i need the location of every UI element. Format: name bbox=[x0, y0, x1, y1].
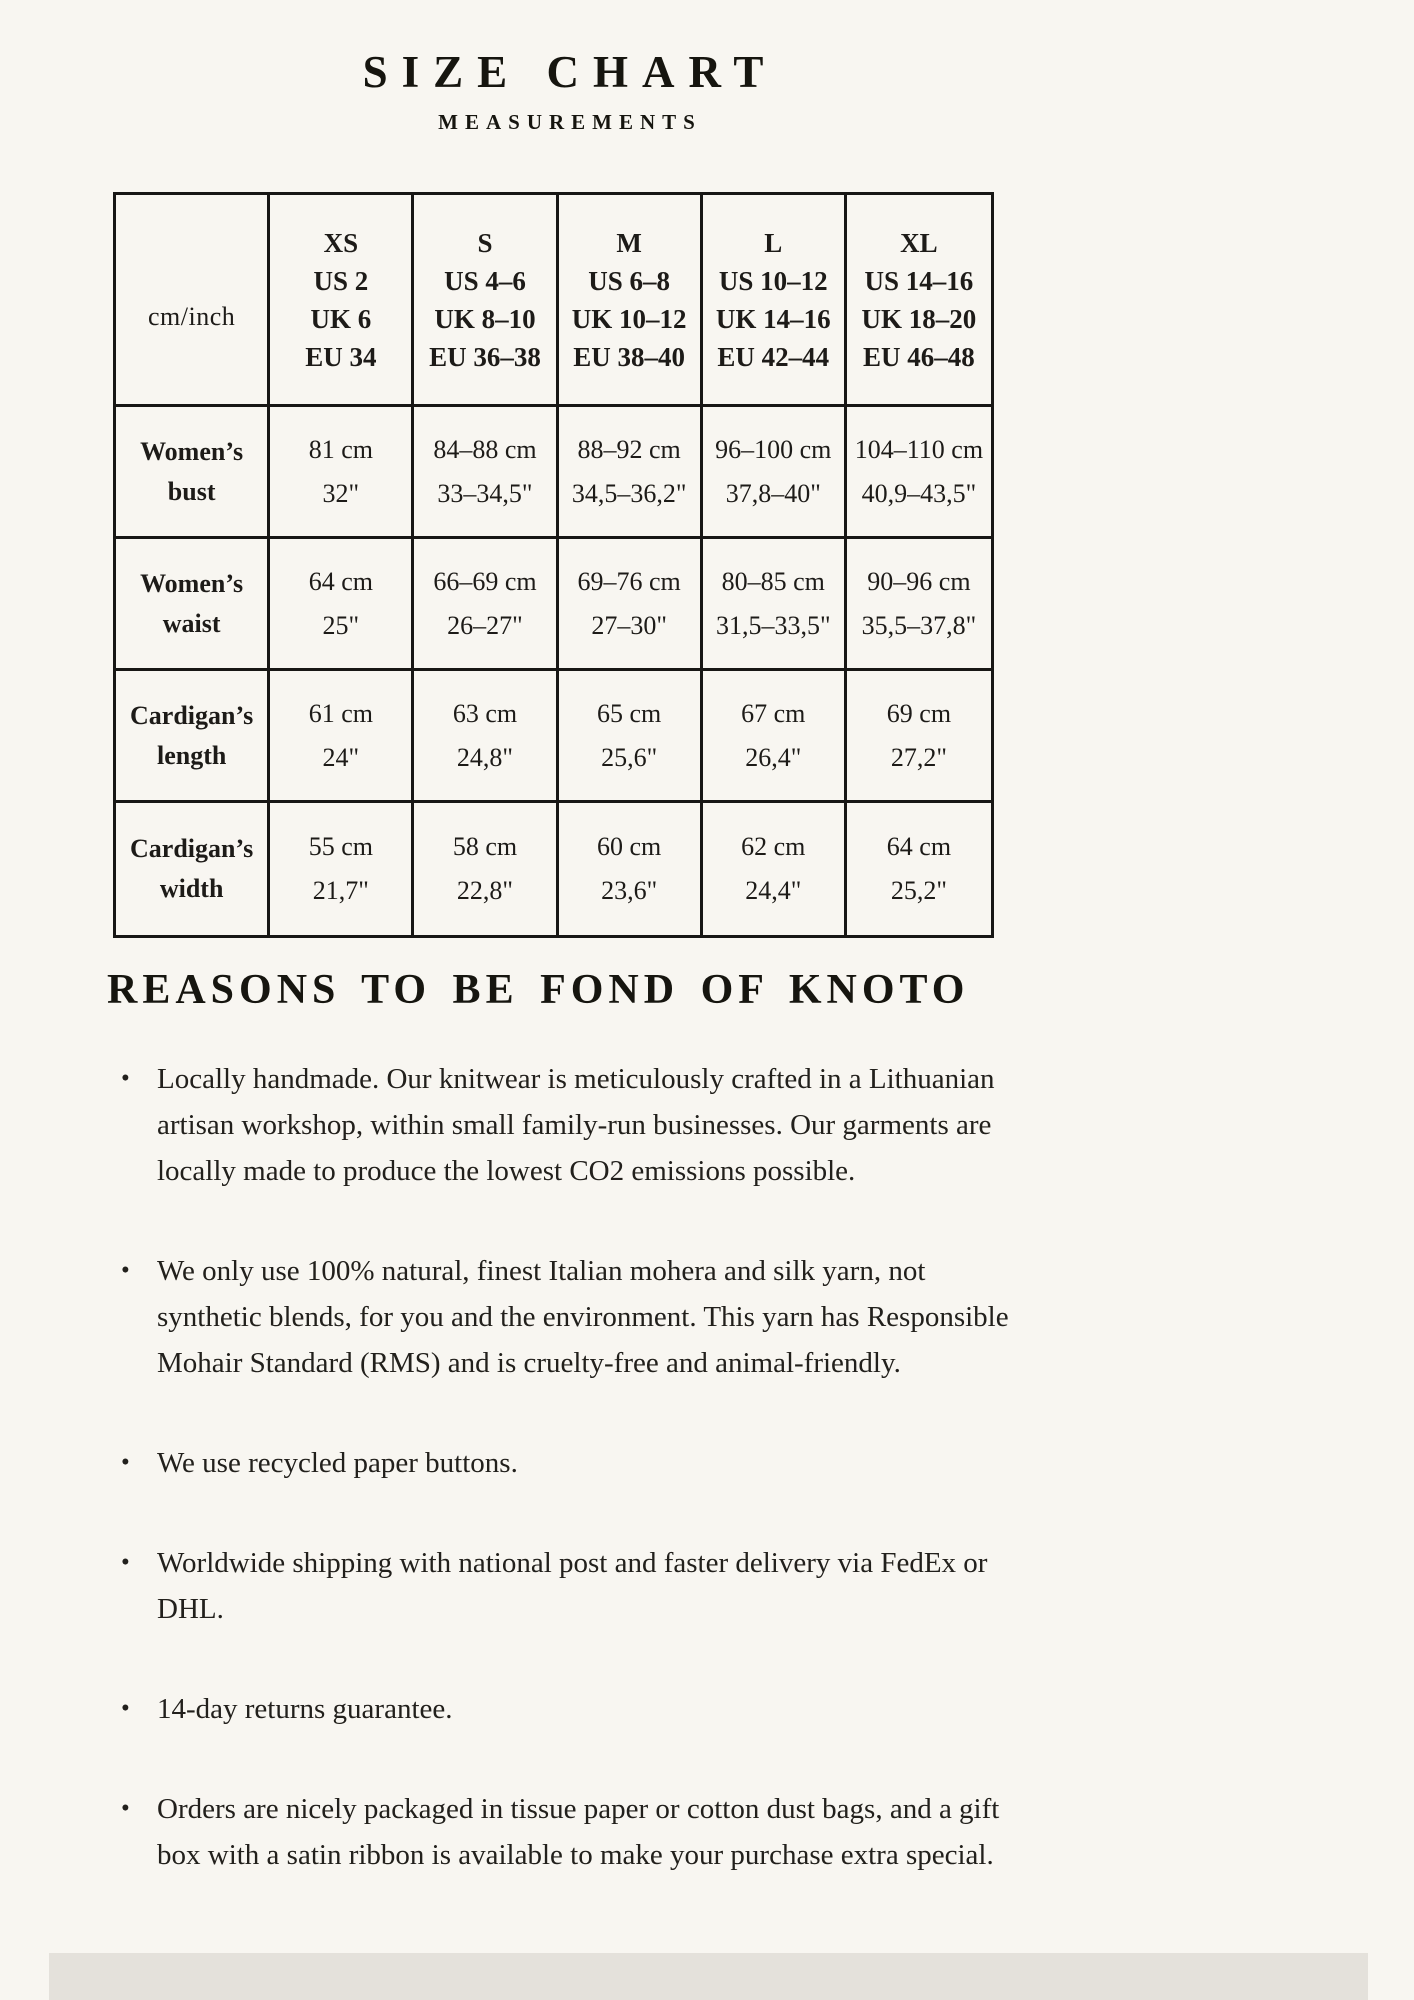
us-size: US 4–6 bbox=[444, 265, 526, 296]
row-label-waist: Women’s waist bbox=[116, 539, 270, 671]
column-header-xl bbox=[847, 195, 991, 407]
corner-label: cm/inch bbox=[148, 301, 236, 331]
cm-value: 67 cm bbox=[741, 698, 806, 728]
cm-value: 65 cm bbox=[597, 698, 662, 728]
size-label: S bbox=[477, 227, 493, 258]
footer-section-block bbox=[49, 1953, 1368, 2000]
us-size: US 10–12 bbox=[718, 265, 828, 296]
inch-value: 21,7" bbox=[312, 876, 369, 905]
table-corner-cell bbox=[116, 195, 270, 407]
inch-value: 34,5–36,2" bbox=[571, 478, 687, 508]
table-cell bbox=[703, 803, 847, 935]
inch-value: 32" bbox=[322, 478, 360, 508]
column-header-s bbox=[414, 195, 558, 407]
eu-size: EU 46–48 bbox=[863, 341, 975, 372]
uk-size: UK 10–12 bbox=[571, 303, 687, 334]
table-cell bbox=[414, 803, 558, 935]
cm-value: 69–76 cm bbox=[577, 566, 681, 596]
cm-value: 66–69 cm bbox=[433, 566, 537, 596]
table-cell bbox=[414, 539, 558, 671]
size-chart-table bbox=[113, 192, 994, 938]
inch-value: 22,8" bbox=[456, 876, 514, 905]
uk-size: UK 6 bbox=[310, 303, 372, 334]
uk-size: UK 8–10 bbox=[434, 303, 536, 334]
bullet-dot-icon: • bbox=[121, 1449, 130, 1476]
table-cell bbox=[559, 671, 703, 803]
inch-value: 26–27" bbox=[447, 610, 523, 640]
table-cell bbox=[559, 407, 703, 539]
list-item bbox=[121, 1540, 1036, 1632]
list-item bbox=[121, 1056, 1036, 1194]
inch-value: 35,5–37,8" bbox=[861, 610, 977, 640]
cm-value: 61 cm bbox=[308, 698, 373, 728]
list-item bbox=[121, 1248, 1036, 1386]
cm-value: 55 cm bbox=[308, 832, 373, 861]
cm-value: 81 cm bbox=[308, 434, 373, 464]
cm-value: 88–92 cm bbox=[577, 434, 681, 464]
bullet-dot-icon: • bbox=[121, 1065, 130, 1092]
cm-value: 63 cm bbox=[452, 698, 518, 728]
cm-value: 62 cm bbox=[741, 832, 806, 861]
eu-size: EU 38–40 bbox=[573, 341, 686, 372]
table-cell bbox=[703, 407, 847, 539]
inch-value: 25,6" bbox=[601, 742, 658, 772]
bullet-dot-icon: • bbox=[121, 1795, 130, 1822]
list-item bbox=[121, 1686, 1036, 1732]
uk-size: UK 18–20 bbox=[861, 303, 977, 334]
reasons-list bbox=[121, 1056, 1036, 1932]
column-header-xs bbox=[270, 195, 414, 407]
table-cell bbox=[414, 407, 558, 539]
table-cell bbox=[703, 671, 847, 803]
row-label-bust: Women’s bust bbox=[116, 407, 270, 539]
reason-text: Worldwide shipping with national post and faster delivery via FedEx or DHL. bbox=[157, 1547, 988, 1625]
size-label: XS bbox=[323, 227, 359, 258]
bullet-dot-icon: • bbox=[121, 1257, 130, 1284]
table-cell bbox=[847, 407, 991, 539]
eu-size: EU 36–38 bbox=[429, 341, 541, 372]
us-size: US 2 bbox=[313, 265, 369, 296]
row-label-cardigan-width: Cardigan’s width bbox=[116, 803, 270, 935]
table-cell bbox=[847, 803, 991, 935]
inch-value: 25,2" bbox=[890, 876, 947, 905]
eu-size: EU 42–44 bbox=[717, 341, 830, 372]
column-header-l bbox=[703, 195, 847, 407]
table-cell bbox=[559, 803, 703, 935]
cm-value: 104–110 cm bbox=[854, 434, 984, 464]
row-label-cardigan-length: Cardigan’s length bbox=[116, 671, 270, 803]
us-size: US 14–16 bbox=[864, 265, 974, 296]
inch-value: 25" bbox=[322, 610, 360, 640]
page-subtitle: MEASUREMENTS bbox=[438, 110, 702, 134]
reason-text: 14-day returns guarantee. bbox=[157, 1693, 453, 1725]
table-cell bbox=[270, 671, 414, 803]
uk-size: UK 14–16 bbox=[715, 303, 831, 334]
cm-value: 69 cm bbox=[886, 698, 952, 728]
inch-value: 23,6" bbox=[601, 876, 658, 905]
reason-text: We only use 100% natural, finest Italian mohera and silk yarn, not synthetic blends, for you and the environment. This yarn has Responsible Mohair Standard (RMS) and is cruelty-free and animal-friendly. bbox=[157, 1255, 1009, 1379]
table-cell bbox=[703, 539, 847, 671]
size-label: XL bbox=[900, 227, 938, 258]
cm-value: 64 cm bbox=[886, 832, 952, 861]
size-label: L bbox=[764, 227, 783, 258]
bullet-dot-icon: • bbox=[121, 1549, 130, 1576]
inch-value: 27–30" bbox=[591, 610, 667, 640]
inch-value: 26,4" bbox=[745, 742, 802, 772]
reason-text: We use recycled paper buttons. bbox=[157, 1447, 518, 1479]
table-cell bbox=[847, 671, 991, 803]
column-header-m bbox=[559, 195, 703, 407]
table-cell bbox=[847, 539, 991, 671]
table-cell bbox=[414, 671, 558, 803]
eu-size: EU 34 bbox=[305, 341, 377, 372]
cm-value: 58 cm bbox=[452, 832, 518, 861]
reason-text: Orders are nicely packaged in tissue paper or cotton dust bags, and a gift box with a satin ribbon is available to make your purchase extra special. bbox=[157, 1793, 1000, 1871]
cm-value: 60 cm bbox=[597, 832, 662, 861]
inch-value: 40,9–43,5" bbox=[861, 478, 977, 508]
reasons-heading: REASONS TO BE FOND OF KNOTO bbox=[107, 967, 970, 1013]
table-cell bbox=[270, 407, 414, 539]
inch-value: 24" bbox=[322, 742, 360, 772]
inch-value: 33–34,5" bbox=[437, 478, 533, 508]
inch-value: 27,2" bbox=[890, 742, 947, 772]
inch-value: 37,8–40" bbox=[725, 478, 821, 508]
inch-value: 24,4" bbox=[745, 876, 802, 905]
size-label: M bbox=[616, 227, 642, 258]
table-cell bbox=[270, 803, 414, 935]
us-size: US 6–8 bbox=[588, 265, 671, 296]
cm-value: 80–85 cm bbox=[721, 566, 825, 596]
reason-text: Locally handmade. Our knitwear is meticulously crafted in a Lithuanian artisan workshop, within small family-run businesses. Our garments are locally made to produce the lowest CO2 emissions possible. bbox=[157, 1063, 995, 1187]
page-title: SIZE CHART bbox=[362, 47, 778, 97]
cm-value: 84–88 cm bbox=[433, 434, 537, 464]
table-cell bbox=[270, 539, 414, 671]
inch-value: 31,5–33,5" bbox=[715, 610, 831, 640]
table-cell bbox=[559, 539, 703, 671]
cm-value: 96–100 cm bbox=[715, 434, 832, 464]
cm-value: 90–96 cm bbox=[867, 566, 971, 596]
bullet-dot-icon: • bbox=[121, 1695, 130, 1722]
list-item bbox=[121, 1440, 1036, 1486]
list-item bbox=[121, 1786, 1036, 1878]
cm-value: 64 cm bbox=[308, 566, 373, 596]
inch-value: 24,8" bbox=[456, 742, 514, 772]
